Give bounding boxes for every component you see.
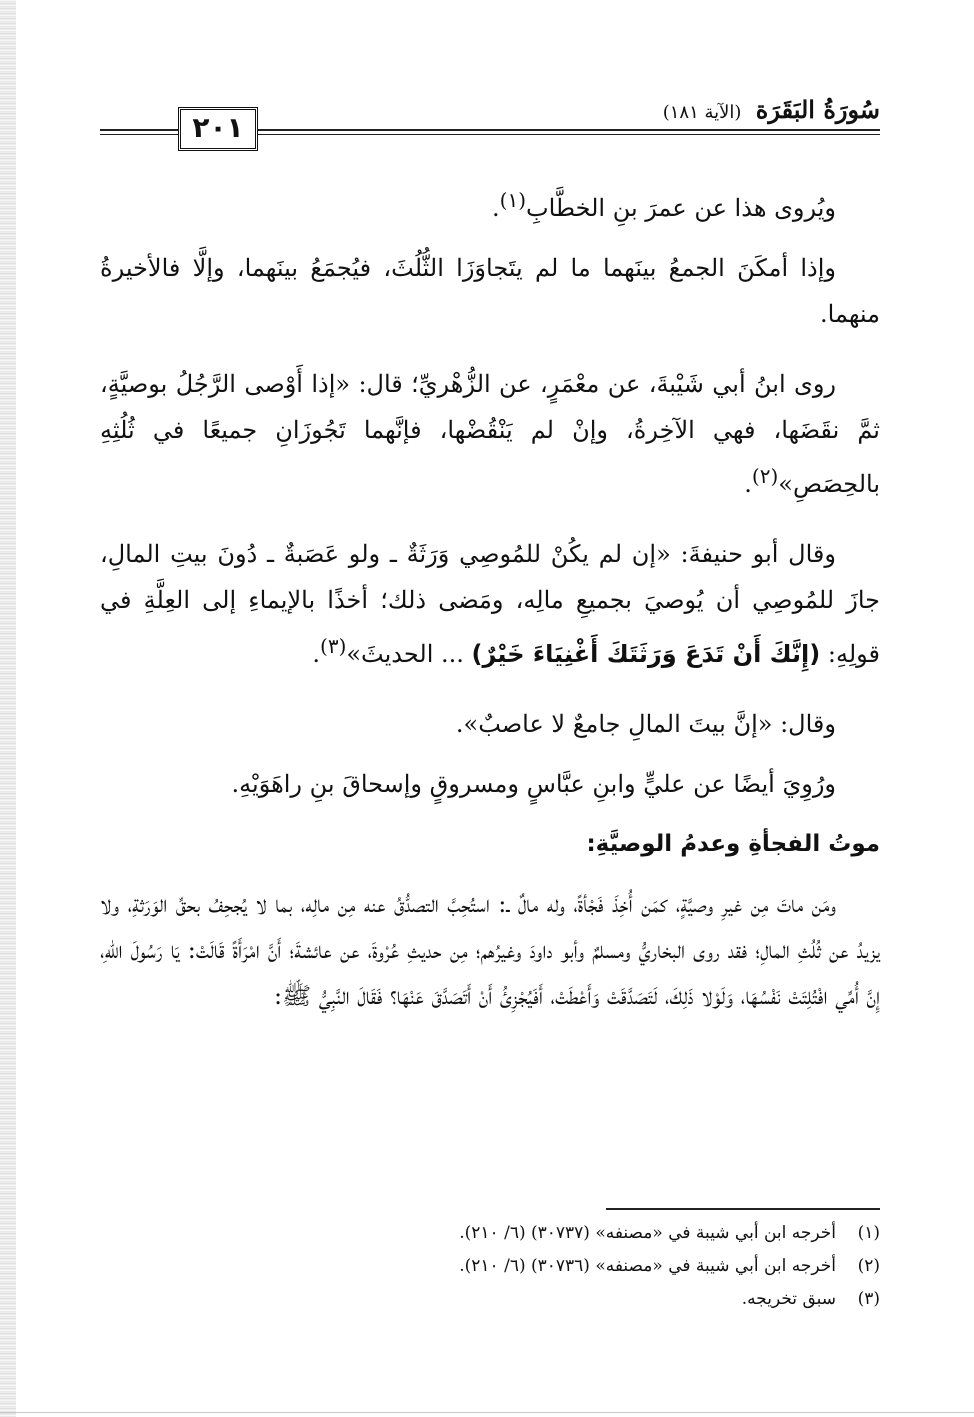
footnote-ref-1: (١) [499,188,526,212]
paragraph-6: ورُوِيَ أيضًا عن عليٍّ وابنِ عبَّاسٍ ومسروقٍ وإسحاقَ بنِ راهَوَيْهِ. [231,770,836,798]
footnote-number: (١) [857,1223,880,1243]
scan-binding-edge [0,0,16,1417]
surah-title [653,95,880,124]
paragraph-4 [100,531,880,677]
footnote-item [100,1217,880,1250]
footnote-number: (٣) [857,1289,880,1309]
footnote-ref-3: (٣) [320,634,347,658]
page-number: ٢٠١ [178,107,258,151]
hadith-quote: (إِنَّكَ أَنْ تَدَعَ وَرَثَتَكَ أَغْنِيَاءَ خَيْرٌ) [471,640,821,668]
footnote-item [100,1283,880,1316]
page-header [100,95,880,157]
paragraph-2: وإذا أمكَنَ الجمعُ بينَهما ما لم يتَجاوَزَا الثُّلُثَ، فيُجمَعُ بينَهما، وإلَّا فالأخيرةُ منهما. [100,254,880,328]
footnote-number: (٢) [857,1256,880,1276]
footnote-text: أخرجه ابن أبي شيبة في «مصنفه» (٣٠٧٣٧) (٦/ ٢١٠). [459,1223,836,1243]
footnote-separator [606,1208,880,1210]
paragraph-3-end: . [744,470,752,498]
paragraph-1-end: . [491,194,500,222]
footnote-text: سبق تخريجه. [741,1289,836,1309]
paragraph-3-text: روى ابنُ أبي شَيْبةَ، عن معْمَرٍ، عن الزُّهْريِّ؛ قال: «إذا أَوْصى الرَّجُلُ بوصيَّةٍ، ثمَّ نقَضَها، فهي الآخِرةُ، وإنْ لم يَنْقُضْها، فإنَّهما تَجُوزَانِ جميعًا في ثُلُثِهِ بالحِصَصِ» [100,370,880,498]
paragraph-1-text: ويُروى هذا عن عمرَ بنِ الخطَّابِ [526,194,836,222]
book-page [100,95,880,1395]
footnote-item [100,1250,880,1283]
surah-name: سُورَةُ البَقَرَة [755,95,880,124]
paragraph-5: وقال: «إنَّ بيتَ المالِ جامعٌ لا عاصبٌ». [455,710,836,738]
footnote-ref-2: (٢) [751,464,779,488]
paragraph-1 [100,177,880,231]
verse-reference: (الآية ١٨١) [662,102,742,123]
footnote-text: أخرجه ابن أبي شيبة في «مصنفه» (٣٠٧٣٦) (٦/ ٢١٠). [459,1256,836,1276]
paragraph-3 [100,361,880,507]
paragraph-7: ومَن ماتَ مِن غيرِ وصيَّةٍ، كمَن أُخِذَ فَجْأةً، وله مالٌ ـ: استُحِبَّ التصدُّقُ عنه مِن مالِه، بما لا يُجحِفُ بحقِّ الوَرَثةِ، ولا يزيدُ عن ثُلُثِ المالِ؛ فقد روى البخاريُّ ومسلمٌ وأبو داودَ وغيرُهم؛ مِن حديثِ عُرْوةَ، عن عائشةَ؛ أَنَّ امْرَأَةً قَالَتْ: يَا رَسُولَ اللهِ، إِنَّ أُمِّي افْتُلِتَتْ نَفْسُهَا، وَلَوْلا ذَلِكَ، لَتَصَدَّقَتْ وَأَعْطَتْ، أَفَيُجْزِئُ أَنْ أَتَصَدَّقَ عَنْهَا؟ فَقَالَ النَّبِيُّ ﷺ: [100,890,880,1010]
paragraph-4-text-end: ... الحديثَ» [346,640,464,668]
section-heading: موتُ الفجأةِ وعدمُ الوصيَّةِ: [586,831,880,857]
scan-bottom-edge [0,1412,974,1413]
paragraph-4-end: . [312,640,320,668]
footnotes [100,1217,880,1316]
main-text [100,177,880,1043]
paragraph-4-text: وقال أبو حنيفةَ: «إن لم يكُنْ للمُوصِي وَرَثَةٌ ـ ولو عَصَبةٌ ـ دُونَ بيتِ المالِ، جازَ للمُوصِي أن يُوصيَ بجميعِ مالِه، ومَضى ذلك؛ أخذًا بالإيماءِ إلى العِلَّةِ في قولِهِ: [100,540,880,668]
